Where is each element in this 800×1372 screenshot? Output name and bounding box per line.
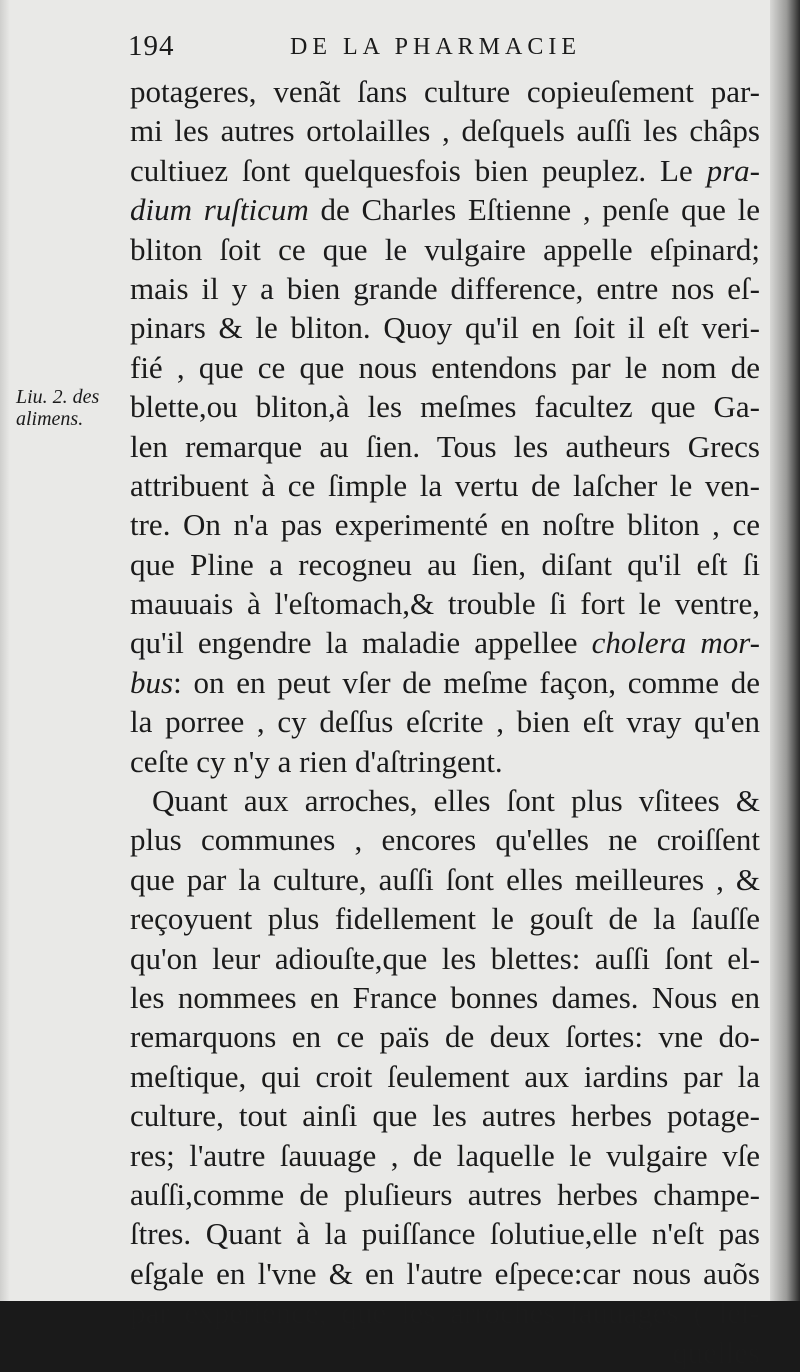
text-line: potageres, venãt ſans culture copieuſement par- — [130, 74, 760, 109]
body-text — [130, 72, 760, 1372]
text-line — [130, 151, 760, 190]
text-line: que par la culture, auſſi ſont elles meilleures , & — [130, 861, 760, 897]
text-line: mi les autres ortolailles , deſquels auſſi les châps — [130, 113, 760, 149]
text-line: ſtres. Quant à la puiſſance ſolutiue,elle n'eſt pas — [130, 1216, 760, 1252]
text-line: par experience, que les arroches ſauuages ( leſ- — [130, 1295, 760, 1331]
margin-note — [16, 386, 126, 430]
margin-note-line: alimens. — [16, 408, 84, 430]
text-line: mauuais à l'eſtomach,& trouble ſi fort le ventre, — [130, 586, 760, 622]
text-line: Quant aux arroches, elles ſont plus vſitees & — [152, 783, 760, 819]
text-line: les nommees en France bonnes dames. Nous en — [130, 979, 760, 1015]
running-head — [128, 30, 648, 70]
text-line: reçoyuent plus fidellement le gouſt de la ſauſſe — [130, 901, 760, 937]
italic-text: bus — [130, 664, 174, 700]
text-line: ceſte cy n'y a rien d'aſtringent. — [130, 743, 503, 779]
text-line: culture, tout ainſi que les autres herbes potage- — [130, 1098, 760, 1134]
text-line: la porree , cy deſſus eſcrite , bien eſt vray qu'en — [130, 704, 760, 740]
text-line: eſgale en l'vne & en l'autre eſpece:car nous auõs — [130, 1255, 760, 1291]
text-span: de Charles Eſtienne , penſe que le — [308, 192, 760, 228]
text-line: qu'on leur adiouſte,que les blettes: auſſi ſont el- — [130, 940, 760, 976]
text-line — [130, 663, 760, 702]
text-span: cultiuez ſont quelquesfois bien peuplez. Le — [130, 152, 707, 188]
text-line: len remarque au ſien. Tous les autheurs Grecs — [130, 428, 760, 464]
text-line: mais il y a bien grande difference, entre nos eſ- — [130, 270, 760, 306]
page-gutter-shadow — [0, 0, 10, 1301]
text-span: qu'il engendre la maladie appellee — [130, 625, 592, 661]
page-edge-shadow — [770, 0, 800, 1301]
text-line: que Pline a recogneu au ſien, diſant qu'il eſt ſi — [130, 546, 760, 582]
text-line: remarquons en ce païs de deux ſortes: vne do- — [130, 1019, 760, 1055]
margin-note-line: Liu. 2. des — [16, 386, 100, 408]
text-line: attribuent à ce ſimple la vertu de laſcher le ven- — [130, 467, 760, 503]
page-number: 194 — [128, 30, 175, 62]
running-head-title: DE LA PHARMACIE — [290, 34, 582, 60]
text-line: fié , que ce que nous entendons par le nom de — [130, 349, 760, 385]
text-line: plus communes , encores qu'elles ne croiſſent — [130, 822, 760, 858]
italic-text: pra- — [706, 152, 760, 188]
text-line: bliton ſoit ce que le vulgaire appelle eſpinard; — [130, 231, 760, 267]
catchword: quelles — [672, 1334, 760, 1370]
text-line: tre. On n'a pas experimenté en noſtre bliton , ce — [130, 507, 760, 543]
text-line: auſſi,comme de pluſieurs autres herbes champe- — [130, 1176, 760, 1212]
text-line: pinars & le bliton. Quoy qu'il en ſoit il eſt veri- — [130, 310, 760, 346]
text-line: res; l'autre ſauuage , de laquelle le vulgaire vſe — [130, 1137, 760, 1173]
italic-text: dium ruſticum — [130, 192, 309, 228]
text-line — [130, 623, 760, 662]
text-line: meſtique, qui croit ſeulement aux iardins par la — [130, 1058, 760, 1094]
text-span: : on en peut vſer de meſme façon, comme de — [173, 664, 760, 700]
text-line: blette,ou bliton,à les meſmes facultez que Ga- — [130, 389, 760, 425]
text-line — [130, 190, 760, 229]
italic-text: cholera mor- — [591, 625, 760, 661]
